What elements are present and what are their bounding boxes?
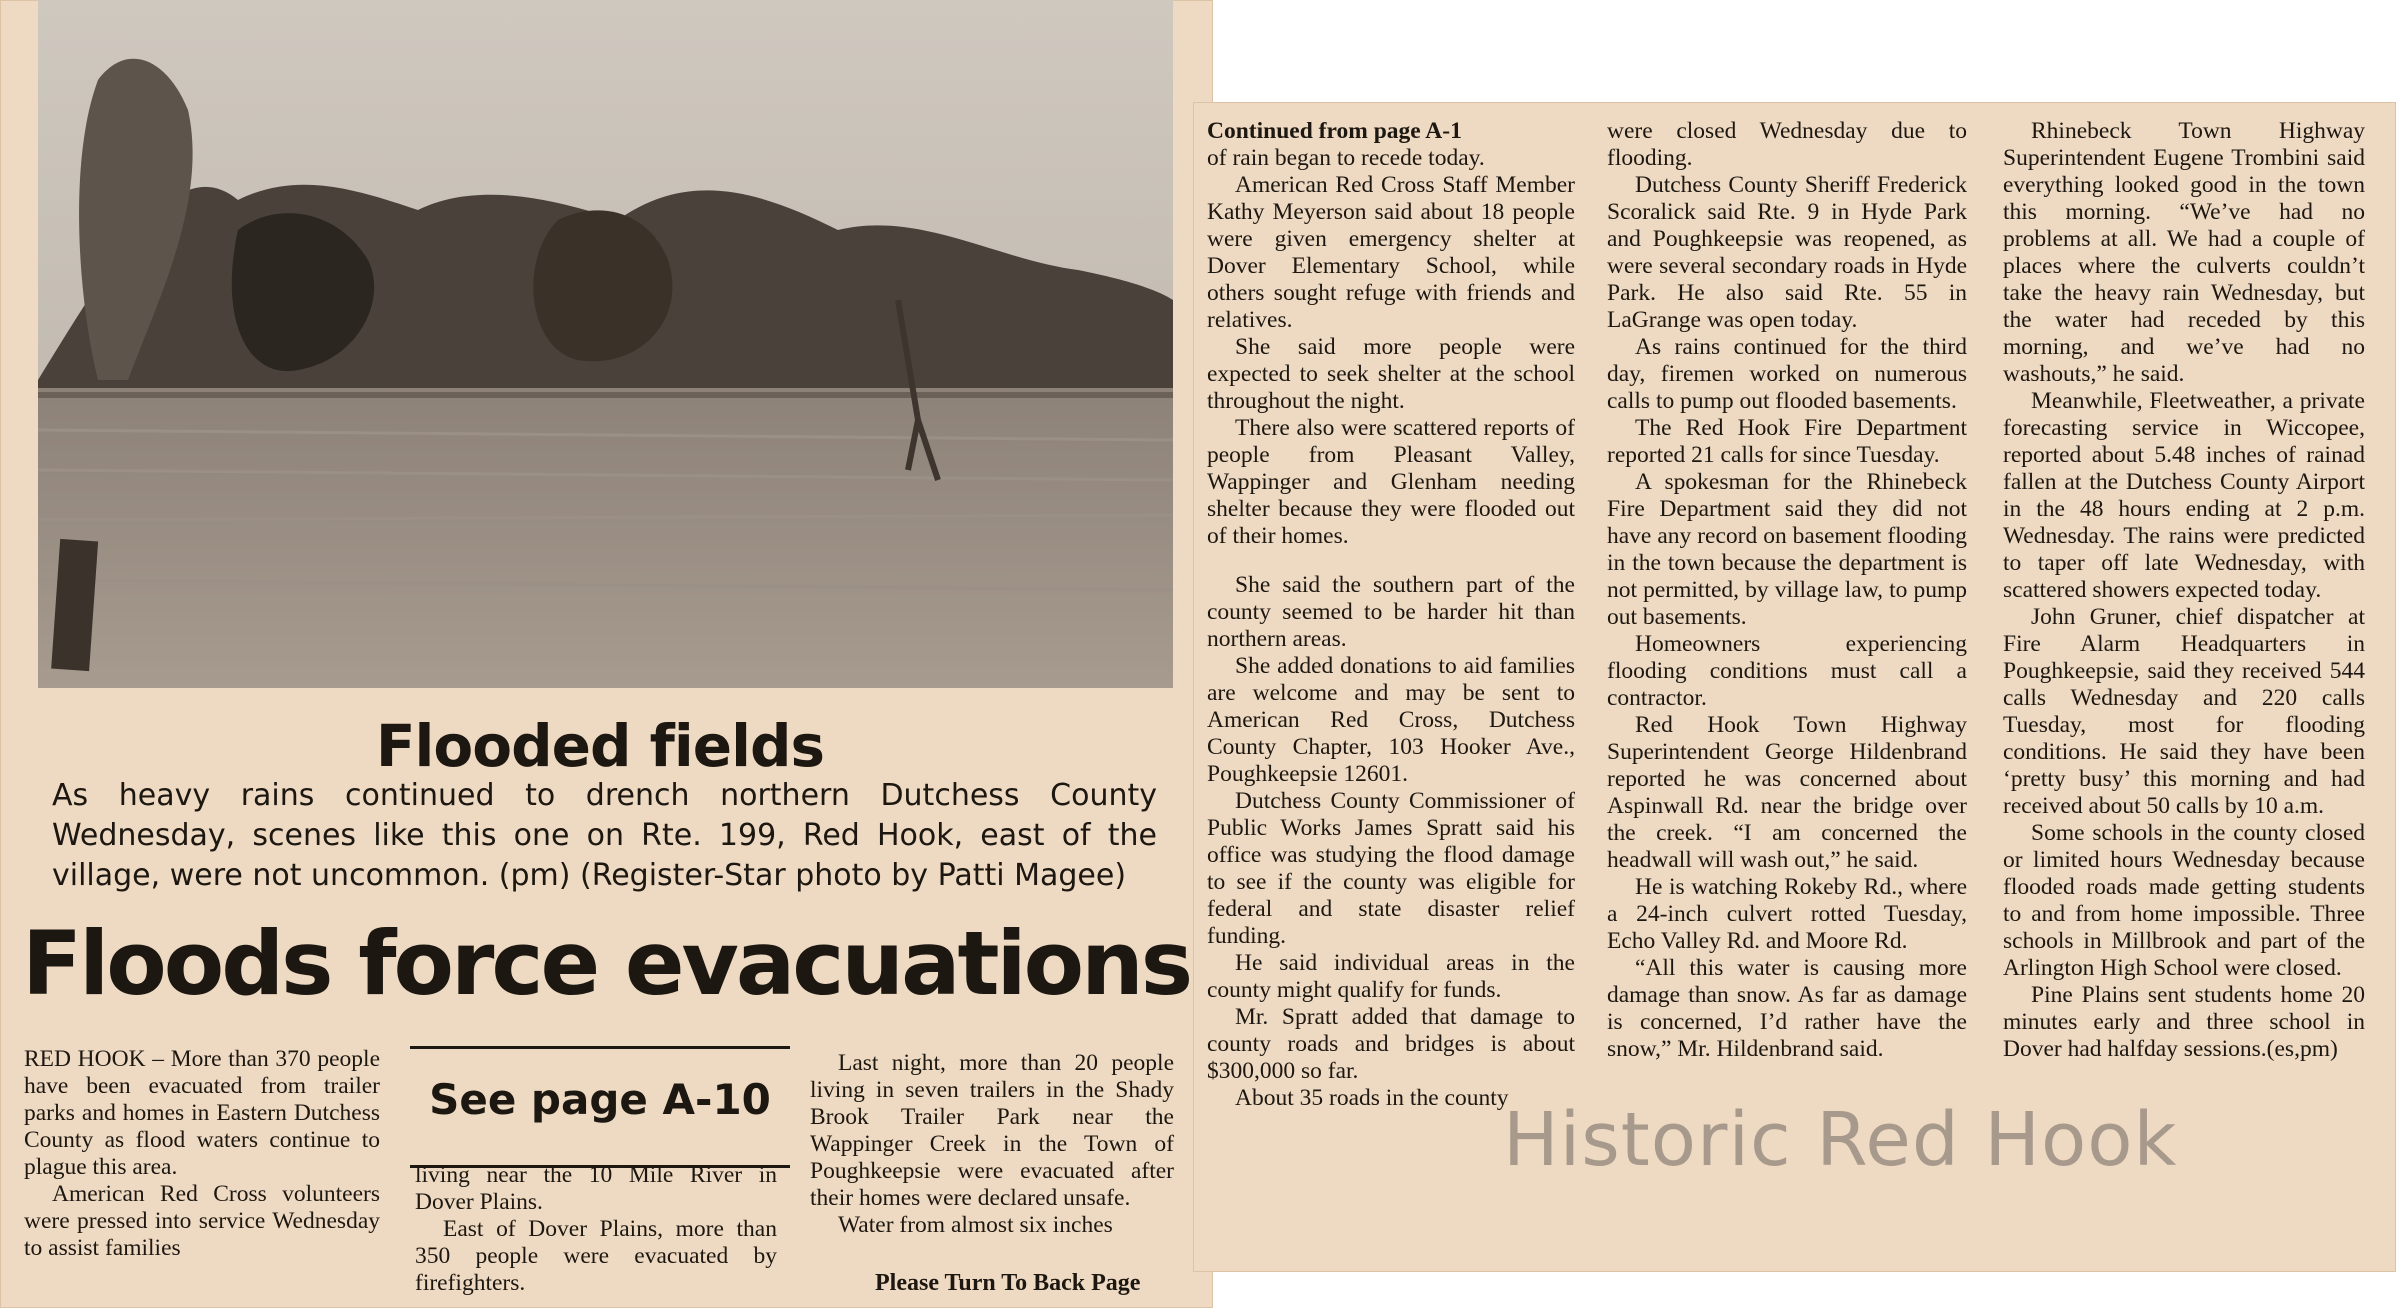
paragraph: “All this water is causing more damage than snow. As far as damage is concerned, I’d rather have the snow,” Mr. Hildenbrand said. xyxy=(1607,955,1967,1062)
paragraph: of rain began to recede today. xyxy=(1207,145,1485,171)
paragraph: The Red Hook Fire Department reported 21 calls for since Tuesday. xyxy=(1607,415,1967,468)
paragraph: He said individual areas in the county might qualify for funds. xyxy=(1207,950,1575,1003)
continued-column-2 xyxy=(1607,118,1967,1063)
paragraph: East of Dover Plains, more than 350 people were evacuated by firefighters. xyxy=(415,1216,777,1296)
paragraph: She added donations to aid families are welcome and may be sent to American Red Cross, Dutchess County Chapter, 103 Hooker Ave., Poughkeepsie 12601. xyxy=(1207,653,1575,787)
watermark: Historic Red Hook xyxy=(1503,1097,2178,1183)
paragraph: He is watching Rokeby Rd., where a 24-inch culvert rotted Tuesday, Echo Valley Rd. and Moore Rd. xyxy=(1607,874,1967,954)
paragraph: She said more people were expected to seek shelter at the school throughout the night. xyxy=(1207,334,1575,414)
see-page-box xyxy=(410,1046,790,1168)
flood-photo-image xyxy=(38,0,1173,688)
paragraph: Some schools in the county closed or limited hours Wednesday because flooded roads made getting students to and from home impossible. Three schools in Millbrook and part of the Arlington High School were closed. xyxy=(2003,820,2365,981)
paragraph: Last night, more than 20 people living in seven trailers in the Shady Brook Trailer Park near the Wappinger Creek in the Town of Poughkeepsie were evacuated after their homes were declared unsafe. xyxy=(810,1050,1174,1211)
paragraph: were closed Wednesday due to flooding. xyxy=(1607,118,1967,171)
paragraph: American Red Cross volunteers were pressed into service Wednesday to assist families xyxy=(24,1181,380,1261)
paragraph: John Gruner, chief dispatcher at Fire Alarm Headquarters in Poughkeepsie, said they received 544 calls Wednesday and 220 calls Tuesday, most for flooding conditions. He said they have been ‘pretty busy’ this morning and had received about 50 calls by 10 a.m. xyxy=(2003,604,2365,819)
paragraph: Water from almost six inches xyxy=(838,1212,1113,1238)
paragraph: Homeowners experiencing flooding conditions must call a contractor. xyxy=(1607,631,1967,711)
front-column-2 xyxy=(415,1162,777,1297)
paragraph: American Red Cross Staff Member Kathy Meyerson said about 18 people were given emergency shelter at Dover Elementary School, while others sought refuge with friends and relatives. xyxy=(1207,172,1575,333)
front-column-1 xyxy=(24,1046,380,1262)
see-page-label: See page A-10 xyxy=(429,1075,771,1124)
paragraph: About 35 roads in the county xyxy=(1235,1085,1509,1111)
continued-column-3 xyxy=(2003,118,2365,1063)
paragraph: A spokesman for the Rhinebeck Fire Department said they did not have any record on basement flooding in the town because the department is not permitted, by village law, to pump out basements. xyxy=(1607,469,1967,630)
paragraph: Meanwhile, Fleetweather, a private forecasting service in Wiccopee, reported about 5.48 inches of rainad fallen at the Dutchess County Airport in the 48 hours ending at 2 p.m. Wednesday. The rains were predicted to taper off late Wednesday, with scattered showers expected today. xyxy=(2003,388,2365,603)
paragraph: Red Hook Town Highway Superintendent George Hildenbrand reported he was concerned about Aspinwall Rd. near the bridge over the creek. “I am concerned the headwall will wash out,” he said. xyxy=(1607,712,1967,873)
paragraph: Dutchess County Commissioner of Public Works James Spratt said his office was studying the flood damage to see if the county was eligible for federal and state disaster relief funding. xyxy=(1207,788,1575,949)
continued-label: Continued from page A-1 xyxy=(1207,118,1462,144)
paragraph: Dutchess County Sheriff Frederick Scoralick said Rte. 9 in Hyde Park and Poughkeepsie was reopened, as were several secondary roads in Hyde Park. He also said Rte. 55 in LaGrange was open today. xyxy=(1607,172,1967,333)
main-headline: Floods force evacuations xyxy=(22,912,1191,1015)
photo-headline: Flooded fields xyxy=(375,712,825,780)
paragraph: There also were scattered reports of people from Pleasant Valley, Wappinger and Glenham needing shelter because they were flooded out of their homes. xyxy=(1207,415,1575,549)
paragraph: She said the southern part of the county seemed to be harder hit than northern areas. xyxy=(1207,572,1575,652)
flood-photo xyxy=(38,0,1173,688)
photo-caption: As heavy rains continued to drench northern Dutchess County Wednesday, scenes like this one on Rte. 199, Red Hook, east of the village, were not uncommon. (pm) (Register-Star photo by Patti Magee) xyxy=(52,778,1157,893)
paragraph: RED HOOK – More than 370 people have been evacuated from trailer parks and homes in Eastern Dutchess County as flood waters continue to plague this area. xyxy=(24,1046,380,1180)
paragraph: As rains continued for the third day, firemen worked on numerous calls to pump out flooded basements. xyxy=(1607,334,1967,414)
paragraph: Pine Plains sent students home 20 minutes early and three school in Dover had halfday sessions.(es,pm) xyxy=(2003,982,2365,1062)
front-column-3 xyxy=(810,1050,1174,1239)
paragraph: Rhinebeck Town Highway Superintendent Eugene Trombini said everything looked good in the town this morning. “We’ve had no problems at all. We had a couple of places where the culverts couldn’t take the heavy rain Wednesday, but the water had receded by this morning, and we’ve had no washouts,” he said. xyxy=(2003,118,2365,387)
turn-to-back-page: Please Turn To Back Page xyxy=(875,1270,1141,1296)
paragraph: living near the 10 Mile River in Dover Plains. xyxy=(415,1162,777,1215)
continued-column-1 xyxy=(1207,118,1575,1112)
paragraph: Mr. Spratt added that damage to county roads and bridges is about $300,000 so far. xyxy=(1207,1004,1575,1084)
